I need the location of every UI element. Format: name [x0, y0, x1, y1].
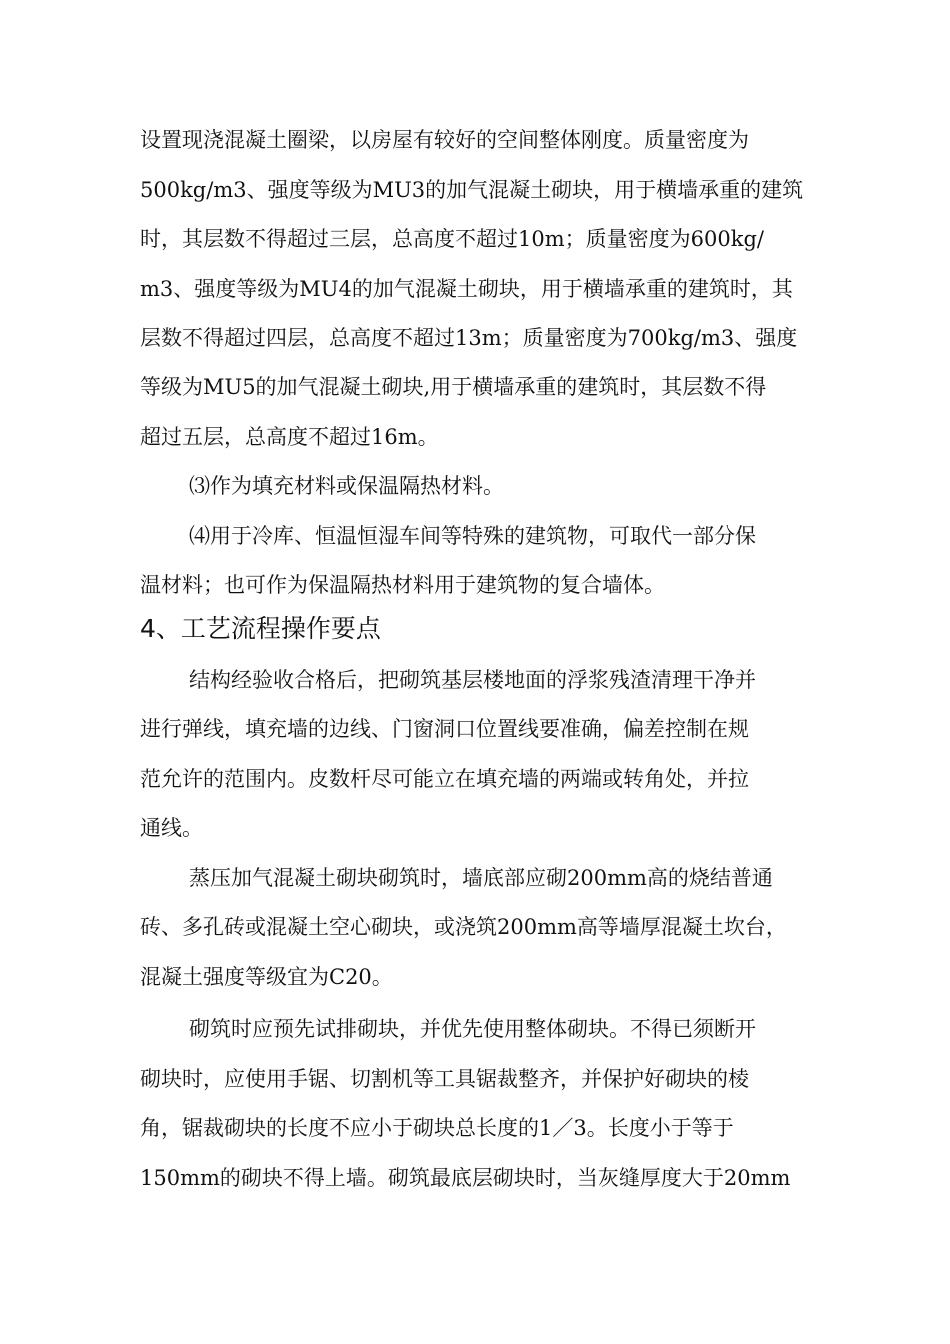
paragraph-3-line-1: 蒸压加气混凝土砌块砌筑时，墙底部应砌200mm高的烧结普通: [189, 866, 773, 890]
list-item-4-line-1: ⑷用于冷库、恒温恒湿车间等特殊的建筑物，可取代一部分保: [189, 524, 756, 548]
paragraph-1-line-2: 500kg/m3、强度等级为MU3的加气混凝土砌块，用于横墙承重的建筑: [140, 178, 804, 202]
paragraph-3-line-3: 混凝土强度等级宜为C20。: [140, 965, 393, 989]
paragraph-4-line-4: 150mm的砌块不得上墙。砌筑最底层砌块时，当灰缝厚度大于20mm: [140, 1166, 791, 1190]
paragraph-1-line-6: 等级为MU5的加气混凝土砌块,用于横墙承重的建筑时，其层数不得: [140, 375, 767, 399]
paragraph-3-line-2: 砖、多孔砖或混凝土空心砌块，或浇筑200mm高等墙厚混凝土坎台，: [140, 915, 787, 939]
paragraph-2-line-2: 进行弹线，填充墙的边线、门窗洞口位置线要准确，偏差控制在规: [140, 717, 749, 741]
paragraph-4-line-2: 砌块时，应使用手锯、切割机等工具锯裁整齐，并保护好砌块的棱: [140, 1067, 749, 1091]
list-item-3-line-1: ⑶作为填充材料或保温隔热材料。: [189, 474, 504, 498]
section-heading: 4、工艺流程操作要点: [140, 614, 381, 643]
paragraph-4-line-1: 砌筑时应预先试排砌块，并优先使用整体砌块。不得已须断开: [189, 1017, 756, 1041]
paragraph-1-line-1: 设置现浇混凝土圈梁，以房屋有较好的空间整体刚度。质量密度为: [140, 128, 749, 152]
paragraph-1-line-7: 超过五层，总高度不超过16m。: [140, 425, 439, 449]
paragraph-2-line-1: 结构经验收合格后，把砌筑基层楼地面的浮浆残渣清理干净并: [189, 668, 756, 692]
paragraph-1-line-3: 时，其层数不得超过三层，总高度不超过10m；质量密度为600kg/: [140, 227, 764, 251]
list-item-4-line-2: 温材料；也可作为保温隔热材料用于建筑物的复合墙体。: [140, 573, 665, 597]
paragraph-1-line-5: 层数不得超过四层，总高度不超过13m；质量密度为700kg/m3、强度: [140, 326, 798, 350]
paragraph-2-line-3: 范允许的范围内。皮数杆尽可能立在填充墙的两端或转角处，并拉: [140, 767, 749, 791]
paragraph-1-line-4: m3、强度等级为MU4的加气混凝土砌块，用于横墙承重的建筑时，其: [140, 277, 793, 301]
paragraph-2-line-4: 通线。: [140, 816, 203, 840]
paragraph-4-line-3: 角，锯裁砌块的长度不应小于砌块总长度的1／3。长度小于等于: [140, 1116, 734, 1140]
